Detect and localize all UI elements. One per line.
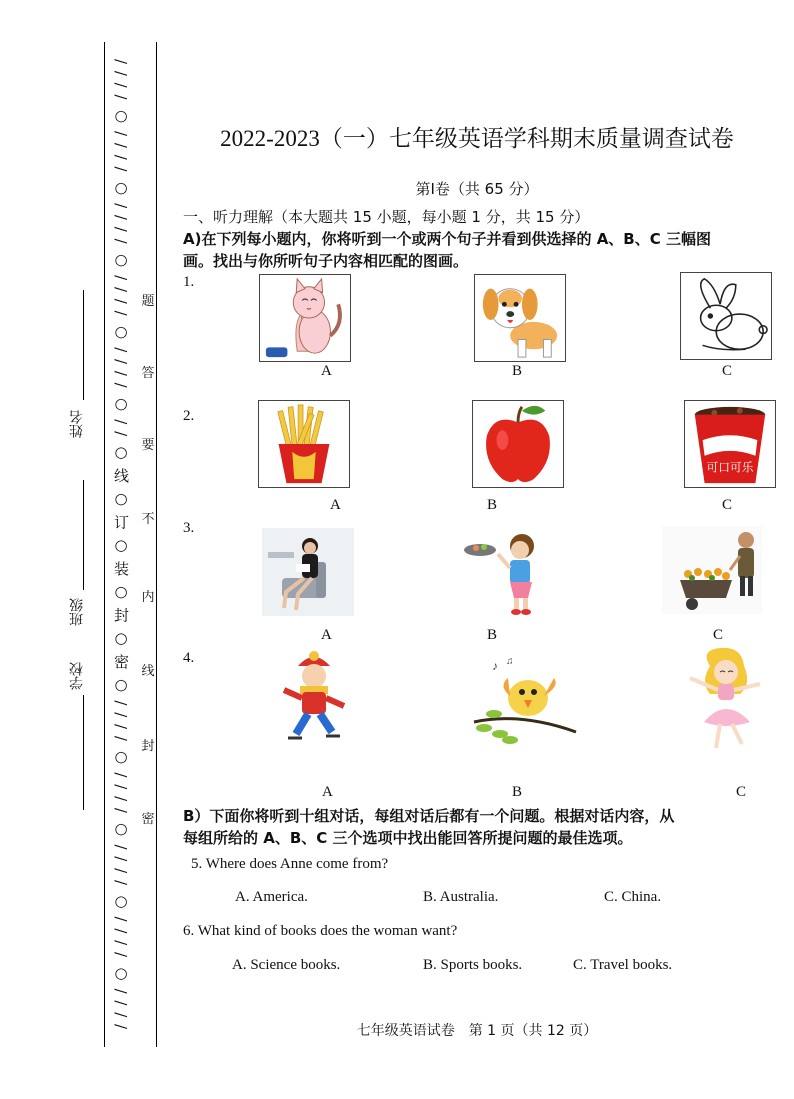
question-6-option-c: C. Travel books. [573,957,673,973]
option-label: B [487,497,498,513]
page-footer: 七年级英语试卷 第 1 页（共 12 页） [356,1023,598,1039]
apple-picture [472,400,564,488]
option-label: B [512,363,523,379]
option-label: C [736,784,747,800]
binding-margin [106,40,136,1050]
name-underline [83,290,84,400]
binding-line-right [156,42,157,1047]
warning-char-5: 线 [141,664,155,679]
student-info [64,290,90,810]
binding-margin-text: / / / / ○ / / / / ○ / / / / ○ / / / / ○ / / / / ○ / / ○ 线 ○ 订 ○ 装 ○ 封 ○ 密 ○ / / / / ○ / / / / ○ / / / / ○ / / / / ○ / / / / [112,59,130,1031]
rabbit-picture [680,272,772,360]
warning-char-7: 密 [141,812,155,827]
section-heading: 一、听力理解（本大题共 15 小题，每小题 1 分，共 15 分） [183,208,590,226]
dancing-girl-picture [680,644,770,756]
option-label: B [512,784,523,800]
puppy-picture [474,274,566,362]
option-label: A [321,627,332,643]
svg-text:♫: ♫ [506,656,514,667]
school-underline [83,695,84,810]
question-5-option-a: A. America. [235,889,308,905]
warning-char-3: 不 [141,512,155,527]
part-b-instruction-1: B）下面你将听到十组对话，每组对话后都有一个问题。根据对话内容，从 [183,807,675,825]
part-a-instruction-2: 画。找出与你所听句子内容相匹配的图画。 [183,252,469,270]
cat-picture [259,274,351,362]
svg-text:可口可乐: 可口可乐 [706,460,754,475]
question-5-option-b: B. Australia. [423,889,499,905]
class-underline [83,480,84,590]
fries-picture [258,400,350,488]
skating-boy-picture [272,650,356,750]
question-6-option-b: B. Sports books. [423,957,523,973]
part-a-instruction-1: A)在下列每小题内，你将听到一个或两个句子并看到供选择的 A、B、C 三幅图 [183,230,711,248]
binding-line-left [104,42,105,1047]
question-number: 3. [183,520,195,536]
option-label: B [487,627,498,643]
option-label: C [722,497,733,513]
option-label: A [330,497,341,513]
warning-char-2: 要 [141,438,155,453]
paper-part: 第Ⅰ卷（共 65 分） [415,180,539,198]
warning-char-4: 内 [141,590,155,605]
cola-picture [684,400,776,488]
cooking-girl-picture [460,528,552,616]
question-number: 4. [183,650,195,666]
school-label: 学校 [69,662,85,690]
warning-char-1: 答 [141,366,155,381]
reading-woman-picture [262,528,354,616]
singing-bird-picture [470,656,580,744]
page-title: 2022-2023（一）七年级英语学科期末质量调查试卷 [220,126,734,151]
gardening-woman-picture [662,526,762,614]
svg-text:♪: ♪ [492,659,498,673]
part-b-instruction-2: 每组所给的 A、B、C 三个选项中找出能回答所提问题的最佳选项。 [183,829,633,847]
option-label: C [722,363,733,379]
class-label: 班级 [69,598,85,626]
warning-char-0: 题 [141,294,155,309]
question-number: 2. [183,408,195,424]
question-5-option-c: C. China. [604,889,662,905]
question-number: 1. [183,274,195,290]
question-5-text: 5. Where does Anne come from? [191,856,389,872]
name-label: 姓名 [69,410,85,438]
question-6-option-a: A. Science books. [232,957,341,973]
question-6-text: 6. What kind of books does the woman want? [183,923,458,939]
option-label: A [321,363,332,379]
option-label: A [322,784,333,800]
warning-char-6: 封 [141,739,155,754]
option-label: C [713,627,724,643]
